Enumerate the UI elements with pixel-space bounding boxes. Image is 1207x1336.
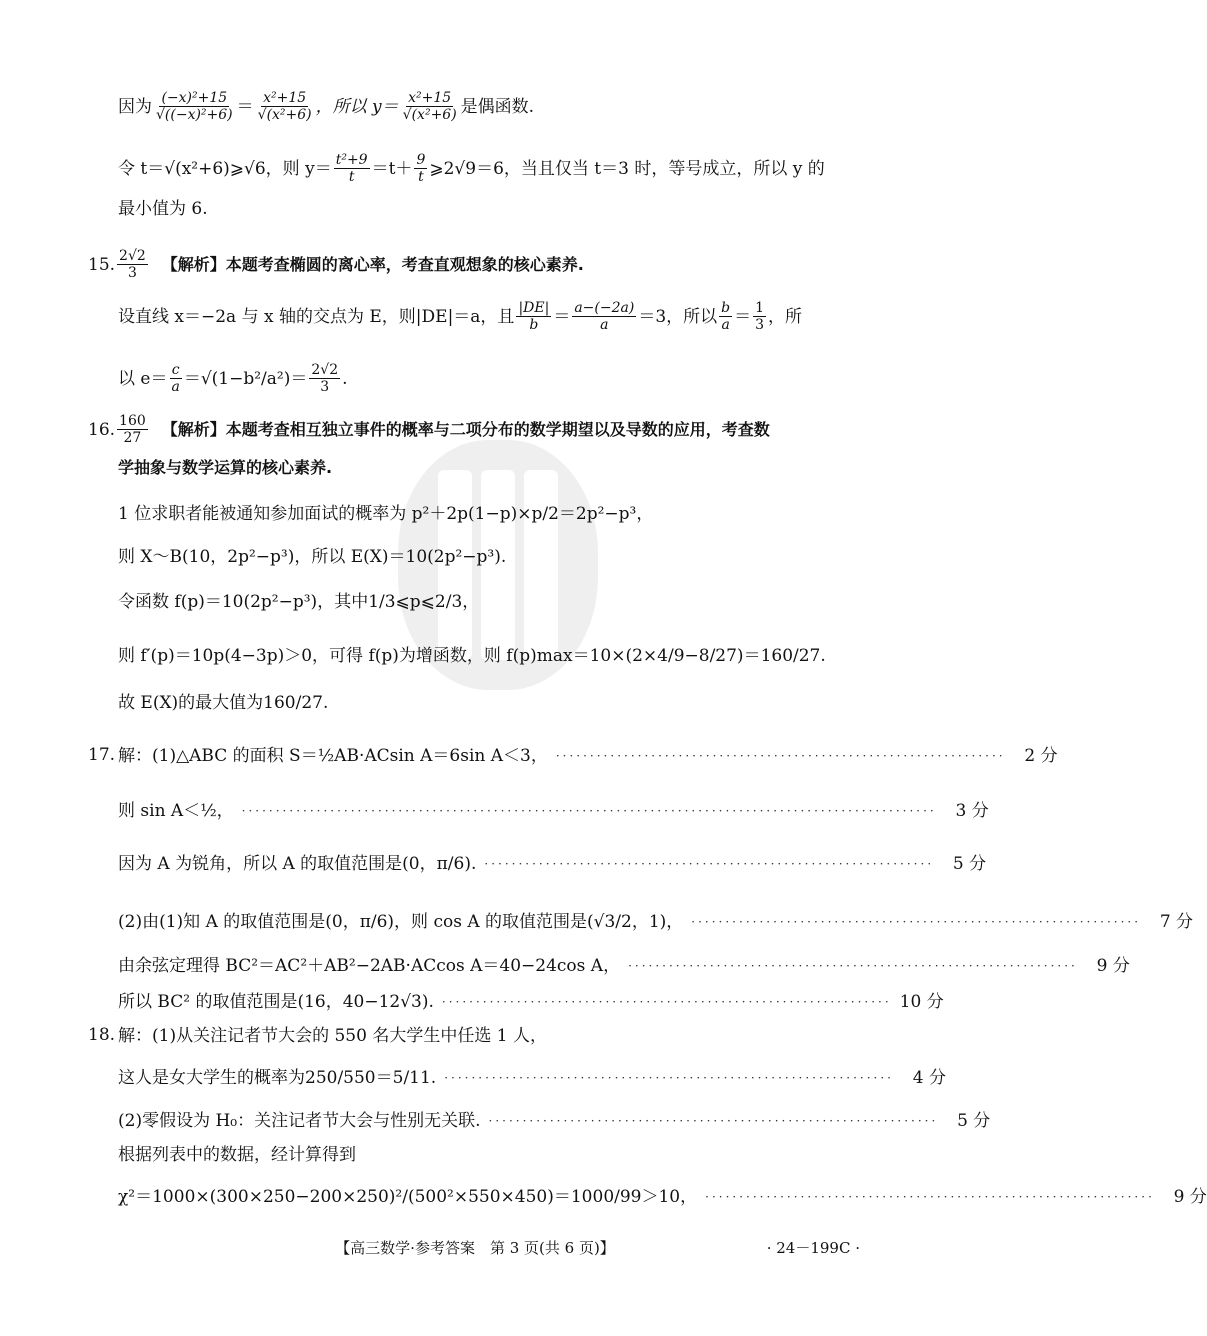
- q17-line-2: 则 sin A＜½， ······································································································ 3 分: [118, 801, 989, 821]
- q15-line-2: 以 e＝ $\frac{c}{a}$ ＝√(1−b²/a²)＝ $\frac{2√2}{3}$ .: [118, 362, 348, 395]
- q17-line-3: 因为 A 为锐角，所以 A 的取值范围是(0，π/6). ·································································· 5 分: [118, 854, 987, 874]
- footer-title: 【高三数学·参考答案 第 3 页(共 6 页)】: [335, 1239, 615, 1257]
- q15-line-1: 设直线 x＝−2a 与 x 轴的交点为 E，则|DE|＝a，且 $\frac{|DE|}{b}$ ＝ $\frac{a-(-2a)}{a}$ ＝3，所以 $\frac{b}{a}$ ＝ $\frac{1}{3}$ ，所: [118, 300, 803, 333]
- q18-number: 18.: [88, 1025, 116, 1045]
- q18-line-1: 解：(1)从关注记者节大会的 550 名大学生中任选 1 人，: [118, 1026, 547, 1046]
- q17-number: 17.: [88, 745, 116, 765]
- q18-line-3: (2)零假设为 H₀：关注记者节大会与性别无关联. ·································································· 5 分: [118, 1111, 991, 1131]
- q18-line-4: 根据列表中的数据，经计算得到: [118, 1145, 356, 1165]
- footer-code: · 24－199C ·: [766, 1239, 860, 1257]
- q16-line-1: 1 位求职者能被通知参加面试的概率为 p²＋2p(1−p)×p/2＝2p²−p³，: [118, 504, 654, 524]
- q16-line-2: 则 X～B(10，2p²−p³)，所以 E(X)＝10(2p²−p³).: [118, 547, 507, 567]
- q18-line-2: 这人是女大学生的概率为250/550＝5/11. ·································································· 4 分: [118, 1068, 946, 1088]
- q17-line-1: 解：(1)△ABC 的面积 S＝½AB·ACsin A＝6sin A＜3， ·································································· 2 分: [118, 746, 1058, 766]
- q15-header: 15. $\frac{2√2}{3}$ 【解析】本题考查椭圆的离心率，考查直观想象的核心素养.: [88, 248, 584, 281]
- q16-line-4: 则 f′(p)＝10p(4−3p)＞0，可得 f(p)为增函数，则 f(p)max＝10×(2×4/9−8/27)＝160/27.: [118, 646, 826, 666]
- q16-header: 16. $\frac{160}{27}$ 【解析】本题考查相互独立事件的概率与二项分布的数学期望以及导数的应用，考查数: [88, 413, 770, 446]
- q17-line-6: 所以 BC² 的取值范围是(16，40−12√3). ·································································· 10 分: [118, 992, 944, 1012]
- q17-line-5: 由余弦定理得 BC²＝AC²＋AB²−2AB·ACcos A＝40−24cos A， ·································································· 9 分: [118, 956, 1130, 976]
- q17-line-4: (2)由(1)知 A 的取值范围是(0，π/6)，则 cos A 的取值范围是(√3/2，1)， ·································································· 7 分: [118, 912, 1194, 932]
- q16-line-5: 故 E(X)的最大值为160/27.: [118, 693, 329, 713]
- continuation-line-2: 令 t＝√(x²+6)⩾√6，则 y＝ $\frac{\text{t²+9}}{t}$ ＝t＋ $\frac{9}{t}$ ⩾2√9＝6，当且仅当 t＝3 时，等号成立，所以 y 的: [118, 152, 825, 185]
- q18-line-5: χ²＝1000×(300×250−200×250)²/(500²×550×450)＝1000/99＞10， ·································································· 9 分: [118, 1187, 1207, 1207]
- continuation-line-3: 最小值为 6.: [118, 199, 208, 219]
- continuation-line-1: 因为 $\frac{\text{(−x)²+15}}{\text{√((−x)²+6)}}$ ＝ $\frac{\text{x²+15}}{\text{√(x²+6)}}$ ，所以 y＝ $\frac{\text{x²+15}}{\text{√(x²+6)}}$ 是偶函数.: [118, 90, 535, 123]
- q16-line-3: 令函数 f(p)＝10(2p²−p³)，其中1/3⩽p⩽2/3，: [118, 592, 480, 612]
- q16-analysis-cont: 学抽象与数学运算的核心素养.: [118, 458, 333, 477]
